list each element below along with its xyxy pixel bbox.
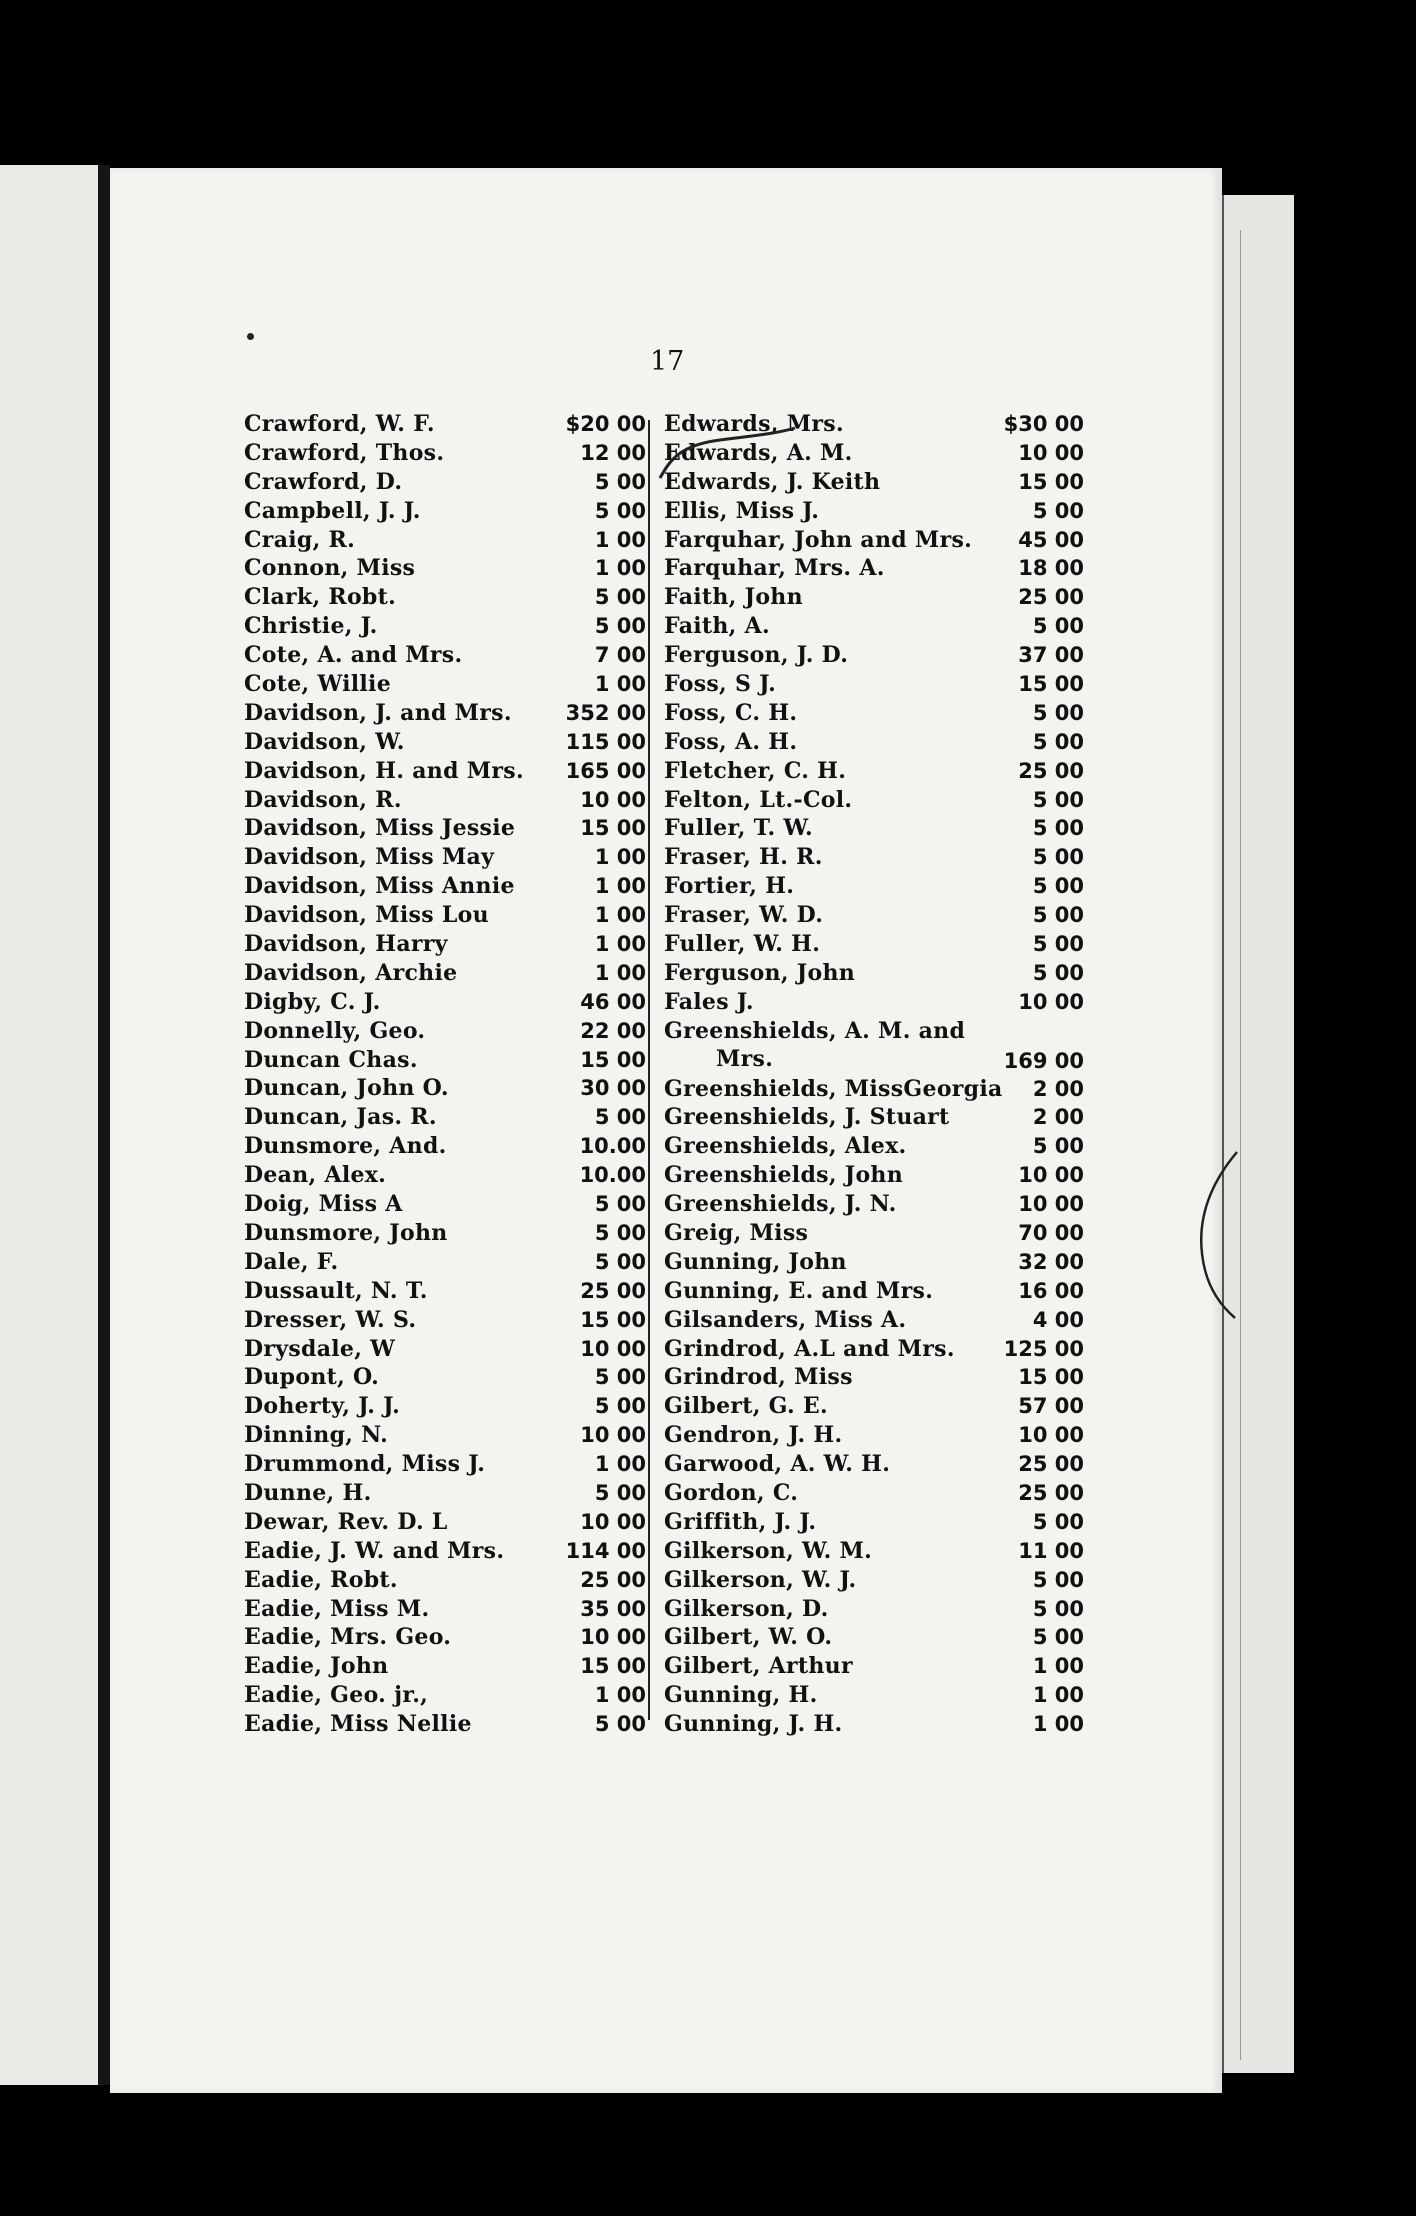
subscriber-name: Dewar, Rev. D. L	[244, 1508, 448, 1535]
subscriber-name: Fraser, W. D.	[664, 902, 824, 929]
list-item	[244, 1710, 646, 1739]
list-item	[664, 1190, 1084, 1219]
list-item	[244, 1277, 646, 1306]
list-item	[244, 1508, 646, 1537]
subscriber-name: Foss, S J.	[664, 671, 777, 698]
subscriber-name: Digby, C. J.	[244, 988, 381, 1015]
donation-amount: 12 00	[580, 440, 646, 465]
list-item	[664, 497, 1084, 526]
subscriber-name: Griffith, J. J.	[664, 1508, 817, 1535]
donation-amount: 1 00	[594, 556, 646, 581]
subscriber-name: Craig, R.	[244, 526, 356, 553]
list-item	[244, 1479, 646, 1508]
subscriber-name: Ferguson, John	[664, 959, 856, 986]
subscriber-name	[664, 1017, 965, 1073]
subscriber-name: Grindrod, Miss	[664, 1364, 853, 1391]
donation-amount: 5 00	[1032, 1625, 1084, 1650]
donation-amount: 5 00	[594, 1480, 646, 1505]
book-gutter	[98, 165, 110, 2085]
subscriber-name: Donnelly, Geo.	[244, 1017, 426, 1044]
list-item	[664, 1623, 1084, 1652]
subscriber-name: Drysdale, W	[244, 1335, 396, 1362]
subscriber-name: Dresser, W. S.	[244, 1306, 417, 1333]
subscriber-name: Drummond, Miss J.	[244, 1451, 486, 1478]
subscriber-name: Dunsmore, And.	[244, 1133, 447, 1160]
subscriber-name: Gordon, C.	[664, 1479, 799, 1506]
list-item	[664, 988, 1084, 1017]
subscriber-name: Greenshields, J. Stuart	[664, 1104, 950, 1131]
right-subscriber-column	[664, 410, 1084, 1739]
donation-amount: 37 00	[1018, 643, 1084, 668]
donation-amount: 10 00	[1018, 1192, 1084, 1217]
donation-amount: 10 00	[580, 1423, 646, 1448]
list-item	[244, 814, 646, 843]
donation-amount: 7 00	[594, 643, 646, 668]
donation-amount: 46 00	[580, 989, 646, 1014]
subscriber-name: Eadie, Mrs. Geo.	[244, 1624, 452, 1651]
list-item	[244, 1681, 646, 1710]
subscriber-name: Eadie, John	[244, 1653, 389, 1680]
donation-amount: 10 00	[580, 1336, 646, 1361]
donation-amount: 1 00	[1032, 1712, 1084, 1737]
subscriber-name: Garwood, A. W. H.	[664, 1451, 891, 1478]
list-item	[244, 612, 646, 641]
donation-amount: 11 00	[1018, 1538, 1084, 1563]
donation-amount: 5 00	[594, 585, 646, 610]
subscriber-name: Davidson, Miss Annie	[244, 873, 515, 900]
subscriber-name: Edwards, A. M.	[664, 439, 853, 466]
subscriber-name: Crawford, D.	[244, 468, 403, 495]
list-item	[244, 526, 646, 555]
list-item	[664, 1103, 1084, 1132]
donation-amount: $20 00	[565, 412, 646, 436]
donation-amount: 5 00	[1032, 903, 1084, 928]
donation-amount: 5 00	[1032, 614, 1084, 639]
list-item	[244, 1046, 646, 1075]
donation-amount: 114 00	[565, 1538, 646, 1563]
list-item	[664, 1450, 1084, 1479]
donation-amount: 5 00	[1032, 729, 1084, 754]
list-item	[244, 1132, 646, 1161]
subscriber-name-line2: Mrs.	[716, 1045, 774, 1072]
list-item	[244, 872, 646, 901]
donation-amount: 25 00	[580, 1567, 646, 1592]
donation-amount: 10 00	[580, 787, 646, 812]
list-item	[664, 1537, 1084, 1566]
subscriber-name: Fletcher, C. H.	[664, 757, 847, 784]
subscriber-name: Eadie, Miss Nellie	[244, 1711, 472, 1738]
subscriber-name: Davidson, R.	[244, 786, 402, 813]
list-item	[664, 1161, 1084, 1190]
donation-amount: 10 00	[1018, 1423, 1084, 1448]
donation-amount: 35 00	[580, 1596, 646, 1621]
donation-amount: 5 00	[1032, 1509, 1084, 1534]
subscriber-name: Gilbert, G. E.	[664, 1393, 828, 1420]
list-item	[244, 959, 646, 988]
subscriber-name: Edwards, J. Keith	[664, 468, 881, 495]
subscriber-name: Gendron, J. H.	[664, 1422, 843, 1449]
list-item	[664, 670, 1084, 699]
donation-amount: 15 00	[580, 1047, 646, 1072]
donation-amount: 1 00	[1032, 1683, 1084, 1708]
donation-amount: 1 00	[594, 527, 646, 552]
list-item	[664, 786, 1084, 815]
subscriber-name: Fales J.	[664, 988, 754, 1015]
subscriber-name: Faith, A.	[664, 613, 770, 640]
subscriber-name: Davidson, Harry	[244, 931, 448, 958]
list-item	[244, 988, 646, 1017]
subscriber-name: Gilsanders, Miss A.	[664, 1306, 907, 1333]
donation-amount: 5 00	[594, 469, 646, 494]
facing-page-edge	[0, 165, 102, 2085]
list-item	[244, 641, 646, 670]
ink-speck	[247, 333, 254, 340]
donation-amount: 5 00	[594, 1249, 646, 1274]
donation-amount: 1 00	[594, 672, 646, 697]
list-item	[664, 843, 1084, 872]
list-item	[664, 1335, 1084, 1364]
list-item	[664, 526, 1084, 555]
donation-amount: 10 00	[1018, 1163, 1084, 1188]
subscriber-name: Davidson, H. and Mrs.	[244, 757, 524, 784]
list-item	[244, 1595, 646, 1624]
list-item	[664, 1508, 1084, 1537]
list-item	[244, 670, 646, 699]
donation-amount: 5 00	[594, 1394, 646, 1419]
donation-amount: 1 00	[594, 932, 646, 957]
donation-amount: 5 00	[1032, 960, 1084, 985]
left-subscriber-column	[244, 410, 646, 1739]
donation-amount: 25 00	[580, 1278, 646, 1303]
donation-amount: 5 00	[1032, 1567, 1084, 1592]
list-item	[664, 872, 1084, 901]
subscriber-name: Eadie, Miss M.	[244, 1595, 430, 1622]
list-item	[664, 757, 1084, 786]
subscriber-name: Dunsmore, John	[244, 1219, 448, 1246]
donation-amount: 10 00	[580, 1625, 646, 1650]
subscriber-name: Greenshields, MissGeorgia	[664, 1075, 1003, 1102]
donation-amount: 15 00	[580, 1307, 646, 1332]
subscriber-name: Eadie, Robt.	[244, 1566, 398, 1593]
subscriber-name: Davidson, Archie	[244, 959, 458, 986]
donation-amount: 5 00	[1032, 700, 1084, 725]
list-item	[244, 728, 646, 757]
list-item	[664, 699, 1084, 728]
list-item	[664, 1595, 1084, 1624]
subscriber-name: Davidson, Miss Jessie	[244, 815, 516, 842]
subscriber-name: Gunning, J. H.	[664, 1711, 843, 1738]
subscriber-name: Felton, Lt.-Col.	[664, 786, 853, 813]
subscriber-name: Davidson, Miss Lou	[244, 902, 489, 929]
donation-amount: 5 00	[1032, 874, 1084, 899]
subscriber-name: Fuller, T. W.	[664, 815, 813, 842]
subscriber-name: Foss, A. H.	[664, 728, 798, 755]
list-item	[244, 1623, 646, 1652]
list-item	[244, 497, 646, 526]
list-item	[664, 554, 1084, 583]
subscriber-name-line1: Greenshields, A. M. and	[664, 1017, 966, 1044]
list-item	[244, 699, 646, 728]
list-item	[244, 1392, 646, 1421]
donation-amount: 15 00	[580, 1654, 646, 1679]
subscriber-name: Campbell, J. J.	[244, 497, 421, 524]
list-item	[664, 728, 1084, 757]
donation-amount: 125 00	[1003, 1336, 1084, 1361]
list-item	[664, 1710, 1084, 1739]
subscriber-name: Foss, C. H.	[664, 699, 798, 726]
donation-amount: 1 00	[594, 1683, 646, 1708]
subscriber-name: Greenshields, J. N.	[664, 1191, 897, 1218]
subscriber-name: Davidson, W.	[244, 728, 405, 755]
donation-amount: 25 00	[1018, 585, 1084, 610]
list-item	[244, 843, 646, 872]
list-item	[664, 1017, 1084, 1075]
list-item	[664, 1392, 1084, 1421]
list-item	[244, 757, 646, 786]
donation-amount: 5 00	[594, 1712, 646, 1737]
list-item	[664, 1566, 1084, 1595]
donation-amount: 25 00	[1018, 1452, 1084, 1477]
subscriber-name: Farquhar, Mrs. A.	[664, 555, 885, 582]
subscriber-name: Connon, Miss	[244, 555, 416, 582]
subscriber-name: Farquhar, John and Mrs.	[664, 526, 973, 553]
subscriber-name: Crawford, W. F.	[244, 411, 435, 437]
subscriber-name: Grindrod, A.L and Mrs.	[664, 1335, 955, 1362]
list-item	[244, 1363, 646, 1392]
subscriber-name: Davidson, J. and Mrs.	[244, 699, 512, 726]
subscriber-name: Duncan, Jas. R.	[244, 1104, 437, 1131]
donation-amount: 5 00	[1032, 845, 1084, 870]
donation-amount: 57 00	[1018, 1394, 1084, 1419]
list-item	[244, 901, 646, 930]
donation-amount: 169 00	[1003, 1048, 1084, 1073]
list-item	[664, 641, 1084, 670]
donation-amount: 18 00	[1018, 556, 1084, 581]
donation-amount: 15 00	[580, 816, 646, 841]
list-item	[664, 1248, 1084, 1277]
donation-amount: 165 00	[565, 758, 646, 783]
subscriber-name: Ellis, Miss J.	[664, 497, 820, 524]
subscriber-name: Davidson, Miss May	[244, 844, 495, 871]
donation-amount: 5 00	[1032, 498, 1084, 523]
list-item	[664, 583, 1084, 612]
list-item	[244, 1161, 646, 1190]
subscriber-name: Clark, Robt.	[244, 584, 397, 611]
donation-amount: 22 00	[580, 1018, 646, 1043]
list-item	[664, 1681, 1084, 1710]
donation-amount: 2 00	[1032, 1105, 1084, 1130]
list-item	[244, 1190, 646, 1219]
subscriber-name: Doherty, J. J.	[244, 1393, 401, 1420]
donation-amount: 5 00	[594, 1220, 646, 1245]
subscriber-name: Gunning, John	[664, 1248, 847, 1275]
subscriber-name: Dean, Alex.	[244, 1162, 387, 1189]
donation-amount: 5 00	[1032, 1596, 1084, 1621]
subscriber-name: Gunning, H.	[664, 1682, 818, 1709]
list-item	[244, 1017, 646, 1046]
donation-amount: 1 00	[594, 903, 646, 928]
subscriber-name: Eadie, J. W. and Mrs.	[244, 1537, 505, 1564]
subscriber-name: Ferguson, J. D.	[664, 642, 849, 669]
subscriber-name: Greenshields, Alex.	[664, 1133, 907, 1160]
list-item	[244, 1335, 646, 1364]
subscriber-name: Fraser, H. R.	[664, 844, 823, 871]
donation-amount: $30 00	[1003, 412, 1084, 436]
page-edge-curl	[1195, 1150, 1240, 1320]
donation-amount: 15 00	[1018, 672, 1084, 697]
subscriber-name: Edwards, Mrs.	[664, 411, 844, 437]
subscriber-name: Gunning, E. and Mrs.	[664, 1277, 934, 1304]
donation-amount: 2 00	[1032, 1076, 1084, 1101]
donation-amount: 4 00	[1032, 1307, 1084, 1332]
subscriber-name: Greig, Miss	[664, 1219, 809, 1246]
donation-amount: 5 00	[1032, 1134, 1084, 1159]
donation-amount: 5 00	[594, 1105, 646, 1130]
subscriber-name: Dupont, O.	[244, 1364, 380, 1391]
donation-amount: 10.00	[579, 1134, 646, 1159]
subscriber-name: Dinning, N.	[244, 1422, 389, 1449]
list-item	[664, 930, 1084, 959]
donation-amount: 32 00	[1018, 1249, 1084, 1274]
donation-amount: 45 00	[1018, 527, 1084, 552]
list-item	[244, 786, 646, 815]
donation-amount: 1 00	[594, 874, 646, 899]
donation-amount: 10 00	[1018, 989, 1084, 1014]
donation-amount: 15 00	[1018, 1365, 1084, 1390]
list-item	[664, 1479, 1084, 1508]
list-item	[664, 1277, 1084, 1306]
subscriber-name: Dunne, H.	[244, 1479, 372, 1506]
donation-amount: 5 00	[594, 614, 646, 639]
subscriber-name: Gilbert, W. O.	[664, 1624, 833, 1651]
donation-amount: 5 00	[594, 1192, 646, 1217]
list-item	[664, 612, 1084, 641]
list-item	[244, 1566, 646, 1595]
list-item	[664, 959, 1084, 988]
list-item	[664, 1421, 1084, 1450]
list-item	[244, 1103, 646, 1132]
subscriber-name: Dale, F.	[244, 1248, 339, 1275]
list-item	[244, 1450, 646, 1479]
donation-amount: 16 00	[1018, 1278, 1084, 1303]
donation-amount: 5 00	[1032, 816, 1084, 841]
donation-amount: 1 00	[594, 845, 646, 870]
list-item	[244, 1652, 646, 1681]
donation-amount: 10 00	[1018, 440, 1084, 465]
donation-amount: 70 00	[1018, 1220, 1084, 1245]
subscriber-name: Greenshields, John	[664, 1162, 904, 1189]
subscriber-name: Gilkerson, D.	[664, 1595, 829, 1622]
donation-amount: 1 00	[594, 1452, 646, 1477]
donation-amount: 5 00	[1032, 787, 1084, 812]
subscriber-name: Faith, John	[664, 584, 803, 611]
donation-amount: 10 00	[580, 1509, 646, 1534]
list-item	[244, 583, 646, 612]
subscriber-name: Duncan, John O.	[244, 1075, 449, 1102]
subscriber-name: Gilbert, Arthur	[664, 1653, 853, 1680]
subscriber-name: Fuller, W. H.	[664, 931, 821, 958]
list-item	[664, 1306, 1084, 1335]
subscriber-name: Cote, Willie	[244, 671, 392, 698]
list-item	[244, 1074, 646, 1103]
page-number: 17	[650, 346, 685, 377]
list-item	[244, 1248, 646, 1277]
list-item	[664, 1132, 1084, 1161]
donation-amount: 5 00	[1032, 932, 1084, 957]
subscriber-name: Gilkerson, W. J.	[664, 1566, 857, 1593]
subscriber-name: Gilkerson, W. M.	[664, 1537, 873, 1564]
column-divider	[648, 420, 650, 1720]
subscriber-name: Dussault, N. T.	[244, 1277, 428, 1304]
subscriber-name: Duncan Chas.	[244, 1046, 418, 1073]
subscriber-name: Christie, J.	[244, 613, 378, 640]
donation-amount: 1 00	[1032, 1654, 1084, 1679]
list-item	[244, 930, 646, 959]
list-item	[244, 1306, 646, 1335]
subscriber-name: Doig, Miss A	[244, 1191, 403, 1218]
page-stack-edge-inner	[1240, 230, 1291, 2060]
subscriber-name: Fortier, H.	[664, 873, 795, 900]
donation-amount: 25 00	[1018, 758, 1084, 783]
donation-amount: 115 00	[565, 729, 646, 754]
donation-amount: 1 00	[594, 960, 646, 985]
handwritten-tick-mark	[560, 420, 800, 480]
list-item	[664, 1219, 1084, 1248]
list-item	[664, 1075, 1084, 1104]
list-item	[244, 1219, 646, 1248]
list-item	[664, 1363, 1084, 1392]
donation-amount: 5 00	[594, 1365, 646, 1390]
donation-amount: 25 00	[1018, 1480, 1084, 1505]
list-item	[664, 814, 1084, 843]
list-item	[244, 1421, 646, 1450]
subscriber-name: Cote, A. and Mrs.	[244, 642, 463, 669]
list-item	[244, 1537, 646, 1566]
donation-amount: 15 00	[1018, 469, 1084, 494]
donation-amount: 30 00	[580, 1076, 646, 1101]
donation-amount: 352 00	[565, 700, 646, 725]
list-item	[664, 901, 1084, 930]
list-item	[664, 1652, 1084, 1681]
list-item	[244, 554, 646, 583]
donation-amount: 5 00	[594, 498, 646, 523]
donation-amount: 10.00	[579, 1163, 646, 1188]
subscriber-name: Eadie, Geo. jr.,	[244, 1682, 429, 1709]
subscriber-name: Crawford, Thos.	[244, 439, 445, 466]
